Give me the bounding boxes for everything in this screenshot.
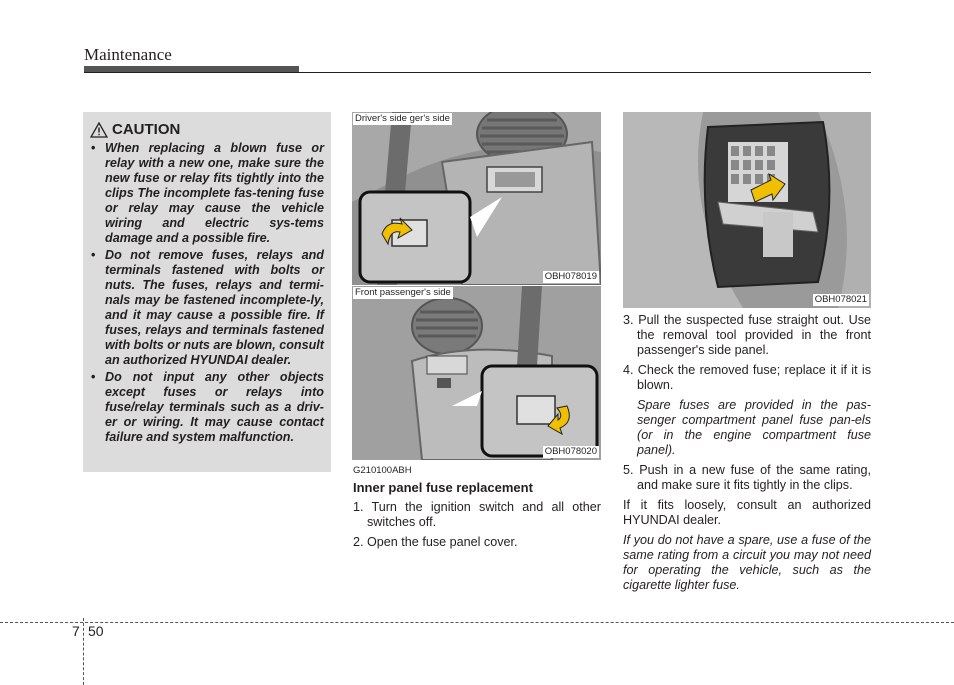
final-note: If you do not have a spare, use a fuse of the same rating from a circuit you may not need for operating the vehicle, such as the cigarette lighter fuse. bbox=[623, 533, 871, 592]
footer-rule bbox=[0, 622, 954, 623]
dealer-text: If it fits loosely, consult an authorized HYUNDAI dealer. bbox=[623, 498, 871, 527]
caution-item: • Do not input any other objects except fuses or relays into fuse/relay terminals such as a driv-er or wiring. It may cause contact failure and system malfunction. bbox=[90, 370, 324, 445]
warning-triangle-icon bbox=[90, 122, 108, 138]
step-item: 5. Push in a new fuse of the same rating, and make sure it fits tightly in the clips. bbox=[623, 463, 871, 492]
caution-item: • When replacing a blown fuse or relay with a new one, make sure the new fuse or relay fits tightly into the clips The incomplete fas-tening fuse or relay may cause the vehicle wiring and electric sys-tems damage and a possible fire. bbox=[90, 141, 324, 246]
caution-heading bbox=[90, 121, 180, 138]
footer-divider bbox=[83, 618, 84, 685]
header-rule bbox=[84, 72, 871, 73]
right-steps bbox=[623, 313, 871, 593]
photo-code: OBH078021 bbox=[814, 294, 867, 305]
section-title: Maintenance bbox=[84, 45, 172, 64]
passenger-side-label: Front passenger's side bbox=[355, 287, 451, 298]
image-code-label: G210100ABH bbox=[353, 465, 412, 476]
step-item: 1. Turn the ignition switch and all other switches off. bbox=[353, 500, 601, 529]
chapter-number: 7 bbox=[72, 623, 80, 639]
subsection-title: Inner panel fuse replacement bbox=[353, 480, 533, 495]
driver-side-label: Driver's side ger's side bbox=[355, 113, 450, 124]
photo-code: OBH078020 bbox=[544, 446, 597, 457]
driver-side-photo bbox=[352, 112, 601, 285]
caution-heading-text: CAUTION bbox=[112, 121, 181, 138]
page-number: 50 bbox=[88, 623, 104, 639]
spare-fuse-note: Spare fuses are provided in the pas-senger compartment panel fuse pan-els (or in the engine compartment fuse panel). bbox=[637, 398, 871, 457]
passenger-side-photo bbox=[352, 286, 601, 460]
photo-code: OBH078019 bbox=[544, 271, 597, 282]
step-item: 2. Open the fuse panel cover. bbox=[353, 535, 518, 549]
caution-list bbox=[90, 141, 324, 447]
step-item: 4. Check the removed fuse; replace it if it is blown. bbox=[623, 363, 871, 392]
middle-steps bbox=[353, 500, 601, 555]
caution-item: • Do not remove fuses, relays and terminals fastened with bolts or nuts. The fuses, relays and termi-nals may be fastened incomplete-ly, and it may cause a possible fire. If fuses, relays and terminals fastened with bolts or nuts are blown, consult an authorized HYUNDAI dealer. bbox=[90, 248, 324, 368]
step-item: 3. Pull the suspected fuse straight out. Use the removal tool provided in the front passenger's side panel. bbox=[623, 313, 871, 357]
fuse-box-photo bbox=[623, 112, 871, 308]
